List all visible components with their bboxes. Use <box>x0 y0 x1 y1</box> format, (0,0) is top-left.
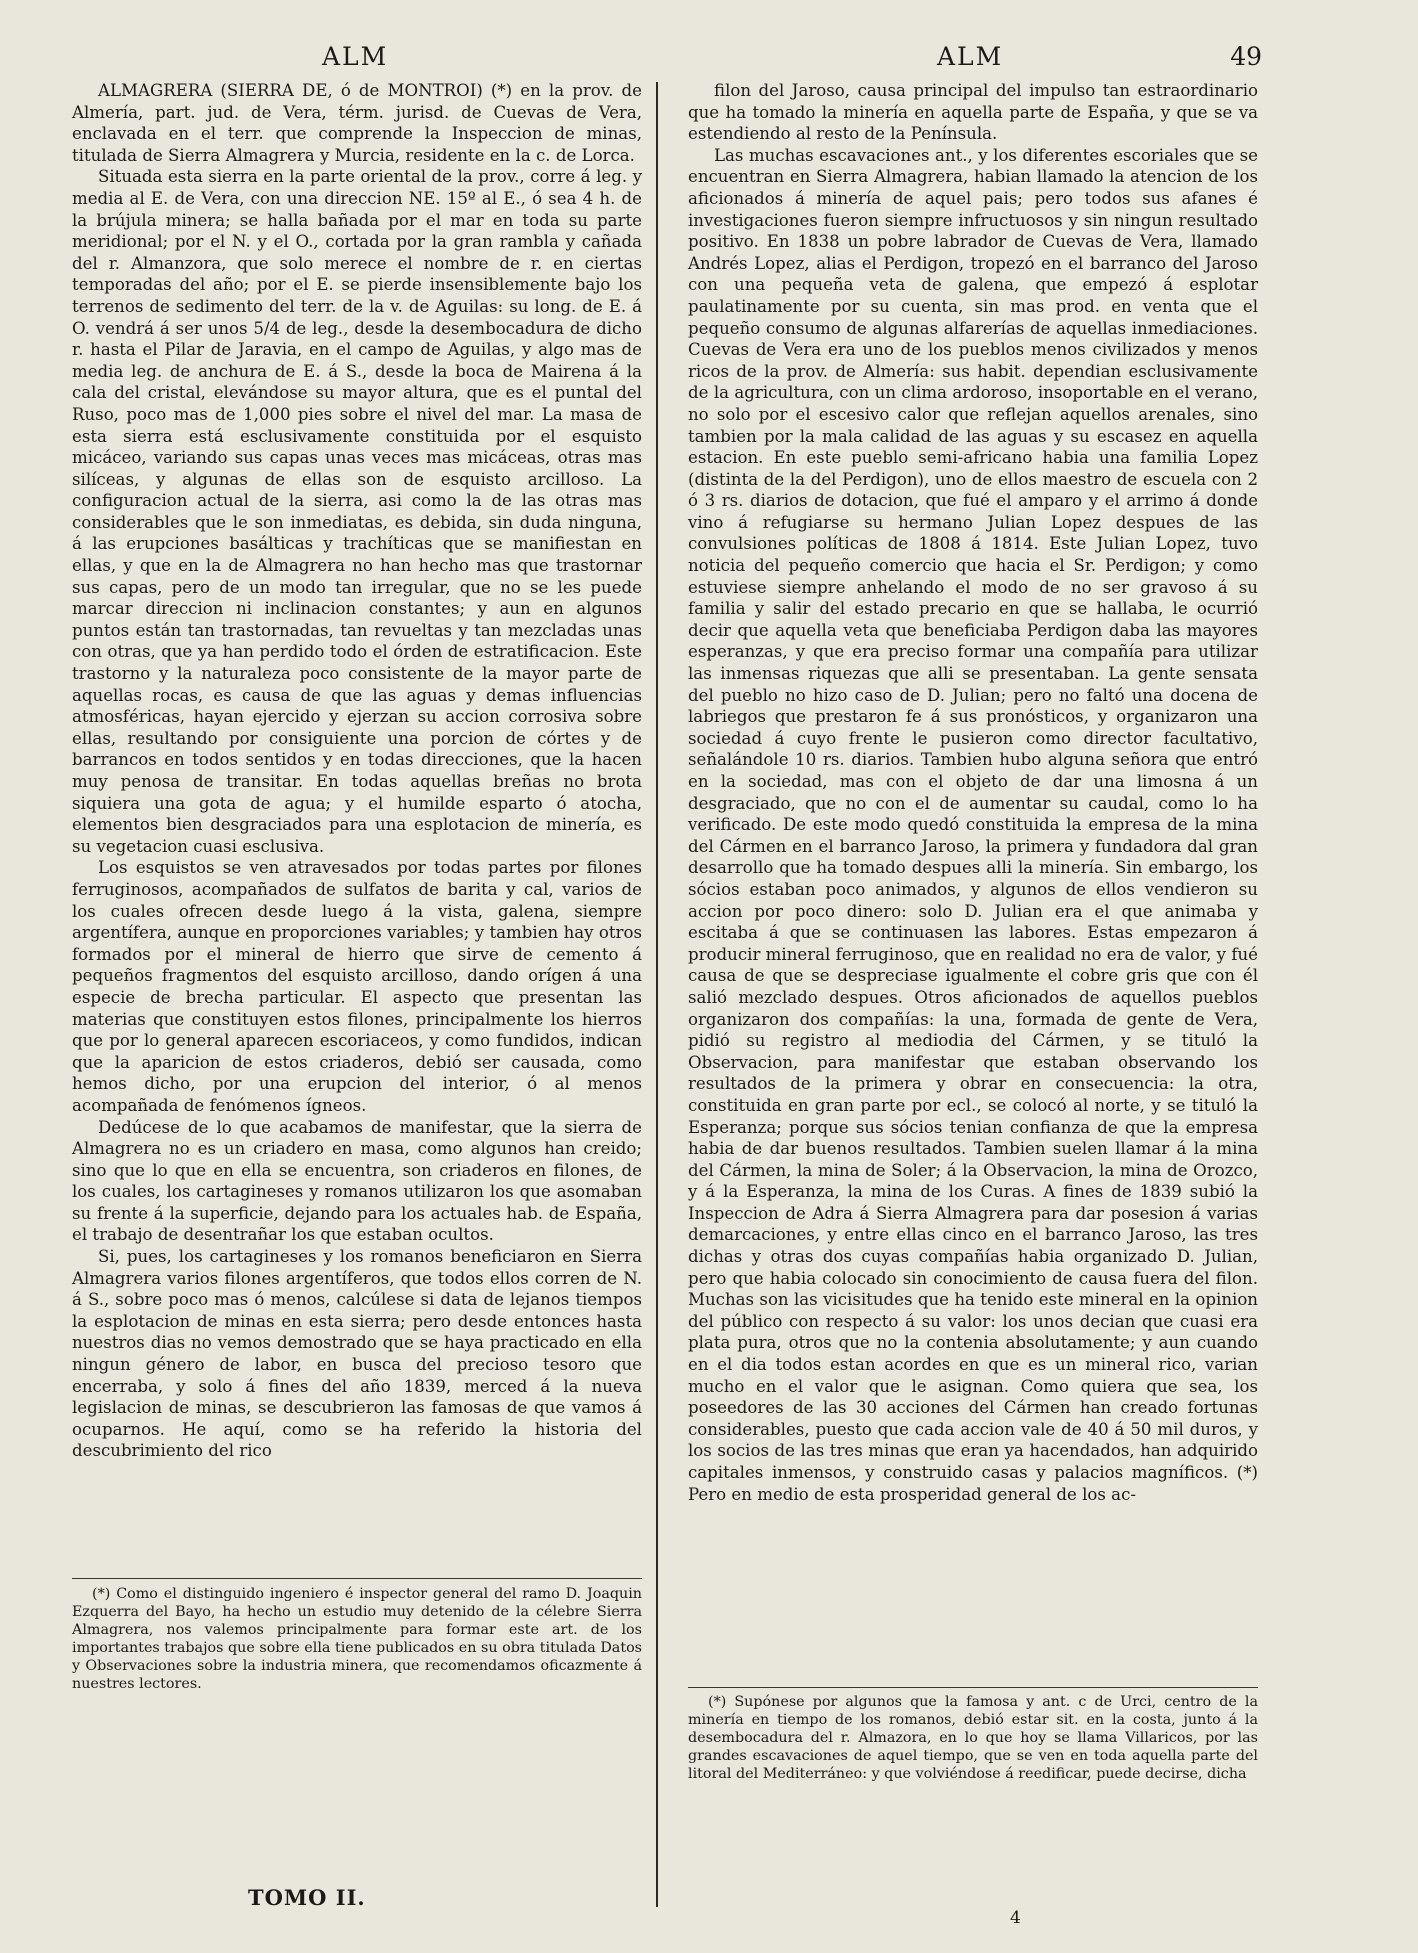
footnote-separator-right <box>688 1687 1258 1688</box>
footnote-separator-left <box>72 1578 642 1579</box>
left-column <box>72 80 642 1462</box>
paragraph: Dedúcese de lo que acabamos de manifestar, que la sierra de Almagrera no es un criadero en masa, como algunos han creido; sino que lo que en ella se encuentra, son criaderos en filones, de los cuales, los cartagineses y romanos utilizaron los que asomaban su frente á la superficie, dejando para los actuales hab. de España, el trabajo de desentrañar los que estaban ocultos. <box>72 1117 642 1245</box>
paragraph: Las muchas escavaciones ant., y los diferentes escoriales que se encuentran en Sierra Almagrera, habian llamado la atencion de los aficionados á minería de aquel pais; pero todos sus afanes é investigaciones fueron siempre infructuosos y sin ningun resultado positivo. En 1838 un pobre labrador de Cuevas de Vera, llamado Andrés Lopez, alias el Perdigon, tropezó en el barranco del Jaroso con una pequeña veta de galena, que empezó á esplotar paulatinamente por su cuenta, sin mas prod. en venta que el pequeño consumo de algunas alfarerías de aquellas inmediaciones. Cuevas de Vera era uno de los pueblos menos civilizados y menos ricos de la prov. de Almería: sus habit. dependian esclusivamente de la agricultura, con un clima ardoroso, insoportable en el verano, no solo por el escesivo calor que reflejan aquellos arenales, sino tambien por la mala calidad de las aguas y su escasez en aquella estacion. En este pueblo semi-africano habia una familia Lopez (distinta de la del Perdigon), uno de ellos maestro de escuela con 2 ó 3 rs. diarios de dotacion, que fué el amparo y el arrimo á donde vino á refugiarse su hermano Julian Lopez despues de las convulsiones políticas de 1808 á 1814. Este Julian Lopez, tuvo noticia del pequeño comercio que hacia el Sr. Perdigon; y como estuviese siempre anhelando el modo de no ser gravoso á su familia y salir del estado precario en que se hallaba, le ocurrió decir que aquella veta que beneficiaba Perdigon daba las mayores esperanzas, y que era preciso formar una compañía para utilizar las inmensas riquezas que alli se presentaban. La gente sensata del pueblo no hizo caso de D. Julian; pero no faltó una docena de labriegos que prestaron fe á sus pronósticos, y organizaron una sociedad á cuyo frente le pusieron como director facultativo, señalándole 10 rs. diarios. Tambien hubo alguna señora que entró en la sociedad, mas con el objeto de dar una limosna á un desgraciado, que no con el de aumentar su caudal, como lo ha verificado. De este modo quedó constituida la empresa de la mina del Cármen en el barranco Jaroso, la primera y fundadora dal gran desarrollo que ha tomado despues alli la minería. Sin embargo, los sócios estaban poco animados, y algunos de ellos vendieron su accion por poco dinero: solo D. Julian era el que animaba y escitaba á que se continuasen las labores. Estas empezaron á producir mineral ferruginoso, que en realidad no era de valor, y fué causa de que se despreciase igualmente el cobre gris que con él salió mezclado despues. Otros aficionados de aquellos pueblos organizaron dos compañías: la una, formada de gente de Vera, pidió su registro al mediodia del Cármen, y se tituló la Observacion, para manifestar que estaban observando los resultados de la primera y obrar en consecuencia: la otra, constituida en gran parte por ecl., se colocó al norte, y se tituló la Esperanza; porque sus sócios tenian confianza de que la empresa habia de dar buenos resultados. Tambien suelen llamar á la mina del Cármen, la mina de Soler; á la Observacion, la mina de Orozco, y á la Esperanza, la mina de los Curas. A fines de 1839 subió la Inspeccion de Adra á Sierra Almagrera para dar posesion á varias demarcaciones, y entre ellas cinco en el barranco Jaroso, las tres dichas y otras dos cuyas compañías habia organizado D. Julian, pero que habia colocado sin conocimiento de causa fuera del filon. Muchas son las vicisitudes que ha tenido este mineral en la opinion del público con respecto á su valor: los unos decian que cuasi era plata pura, otros que no la contenia absolutamente; y aun cuando en el dia todos estan acordes en que es un mineral rico, varian mucho en el valor que le asignan. Como quiera que sea, los poseedores de las 30 acciones del Cármen han creado fortunas considerables, puesto que cada accion vale de 40 á 50 mil duros, y los socios de las tres minas que eran ya hacendados, han adquirido capitales inmensos, y construido casas y palacios magníficos. (*) Pero en medio de esta prosperidad general de los ac- <box>688 145 1258 1504</box>
paragraph: Si, pues, los cartagineses y los romanos beneficiaron en Sierra Almagrera varios filones argentíferos, que todos ellos corren de N. á S., sobre poco mas ó menos, calcúlese si data de lejanos tiempos la esplotacion de minas en esta sierra; pero desde entonces hasta nuestros dias no vemos demostrado que se haya practicado en ella ningun género de labor, en busca del precioso tesoro que encerraba, y solo á fines del año 1839, merced á la nueva legislacion de minas, se descubrieron las famosas de que vamos á ocuparnos. He aquí, como se ha referido la historia del descubrimiento del rico <box>72 1247 642 1461</box>
footnote-left <box>72 1585 642 1694</box>
signature-mark: 4 <box>1010 1908 1021 1928</box>
volume-label: TOMO II. <box>248 1885 366 1910</box>
paragraph: Los esquistos se ven atravesados por todas partes por filones ferruginosos, acompañados de sulfatos de barita y cal, varios de los cuales ofrecen desde luego á la vista, galena, siempre argentífera, aunque en proporciones variables; y tambien hay otros formados por el mineral de hierro que sirve de cemento á pequeños fragmentos del esquisto arcilloso, dando orígen á una especie de brecha particular. El aspecto que presentan las materias que constituyen estos filones, principalmente los hierros que por lo general aparecen escoriaceos, y como fundidos, indican que la aparicion de estos criaderos, debió ser causada, como hemos dicho, por una erupcion del interior, ó al menos acompañada de fenómenos ígneos. <box>72 858 642 1115</box>
paragraph: filon del Jaroso, causa principal del impulso tan estraordinario que ha tomado la minería en aquella parte de España, y que se va estendiendo al resto de la Península. <box>688 81 1258 144</box>
paragraph: ALMAGRERA (SIERRA DE, ó de MONTROI) (*) en la prov. de Almería, part. jud. de Vera, térm. jurisd. de Cuevas de Vera, enclavada en el terr. que comprende la Inspeccion de minas, titulada de Sierra Almagrera y Murcia, residente en la c. de Lorca. <box>72 81 642 165</box>
left-running-head: ALM <box>322 42 389 71</box>
page-number: 49 <box>1230 42 1262 71</box>
footnote-text: (*) Como el distinguido ingeniero é inspector general del ramo D. Joaquin Ezquerra del Bayo, ha hecho un estudio muy detenido de la célebre Sierra Almagrera, nos valemos principalmente para formar este art. de los importantes trabajos que sobre ella tiene publicados en su obra titulada Datos y Observaciones sobre la industria minera, que recomendamos oficazmente á nuestres lectores. <box>72 1586 643 1693</box>
column-divider <box>656 82 658 1907</box>
right-column <box>688 80 1258 1505</box>
footnote-text: (*) Supónese por algunos que la famosa y ant. c de Urci, centro de la minería en tiempo de los romanos, debió estar sit. en la costa, junto á la desembocadura del r. Almazora, en lo que hoy se llama Villaricos, por las grandes escavaciones de aquel tiempo, que se ven en toda aquella parte del litoral del Mediterráneo: y que volviéndose á reedificar, puede decirse, dicha <box>688 1694 1258 1783</box>
footnote-right <box>688 1693 1258 1783</box>
paragraph: Situada esta sierra en la parte oriental de la prov., corre á leg. y media al E. de Vera, con una direccion NE. 15º al E., ó sea 4 h. de la brújula minera; se halla bañada por el mar en toda su parte meridional; por el N. y el O., cortada por la gran rambla y cañada del r. Almanzora, que solo merece el nombre de r. en ciertas temporadas del año; por el E. se pierde insensiblemente bajo los terrenos de sedimento del terr. de la v. de Aguilas: su long. de E. á O. vendrá á ser unos 5/4 de leg., desde la desembocadura de dicho r. hasta el Pilar de Jaravia, en el campo de Aguilas, y algo mas de media leg. de anchura de E. á S., desde la boca de Mairena á la cala del cristal, elevándose su mayor altura, que es el puntal del Ruso, poco mas de 1,000 pies sobre el nivel del mar. La masa de esta sierra está esclusivamente constituida por el esquisto micáceo, variando sus capas unas veces mas micáceas, otras mas silíceas, y algunas de ellas son de esquisto arcilloso. La configuracion actual de la sierra, asi como la de las otras mas considerables que le son inmediatas, es debida, sin duda ninguna, á las erupciones basálticas y trachíticas que se manifiestan en ellas, y que en la de Almagrera no han hecho mas que trastornar sus capas, pero de un modo tan irregular, que no se les puede marcar direccion ni inclinacion constantes; y aun en algunos puntos están tan trastornadas, tan revueltas y tan mezcladas unas con otras, que ya han perdido todo el órden de estratificacion. Este trastorno y la naturaleza poco consistente de la mayor parte de aquellas rocas, es causa de que las aguas y demas influencias atmosféricas, hayan ejercido y ejerzan su accion corrosiva sobre ellas, resultando por consiguiente una porcion de córtes y de barrancos en todos sentidos y en todas direcciones, que la hacen muy penosa de transitar. En todas aquellas breñas no brota siquiera una gota de agua; y el humilde esparto ó atocha, elementos bien desgraciados para una esplotacion de minería, es su vegetacion cuasi esclusiva. <box>72 167 642 856</box>
right-running-head: ALM <box>937 42 1004 71</box>
